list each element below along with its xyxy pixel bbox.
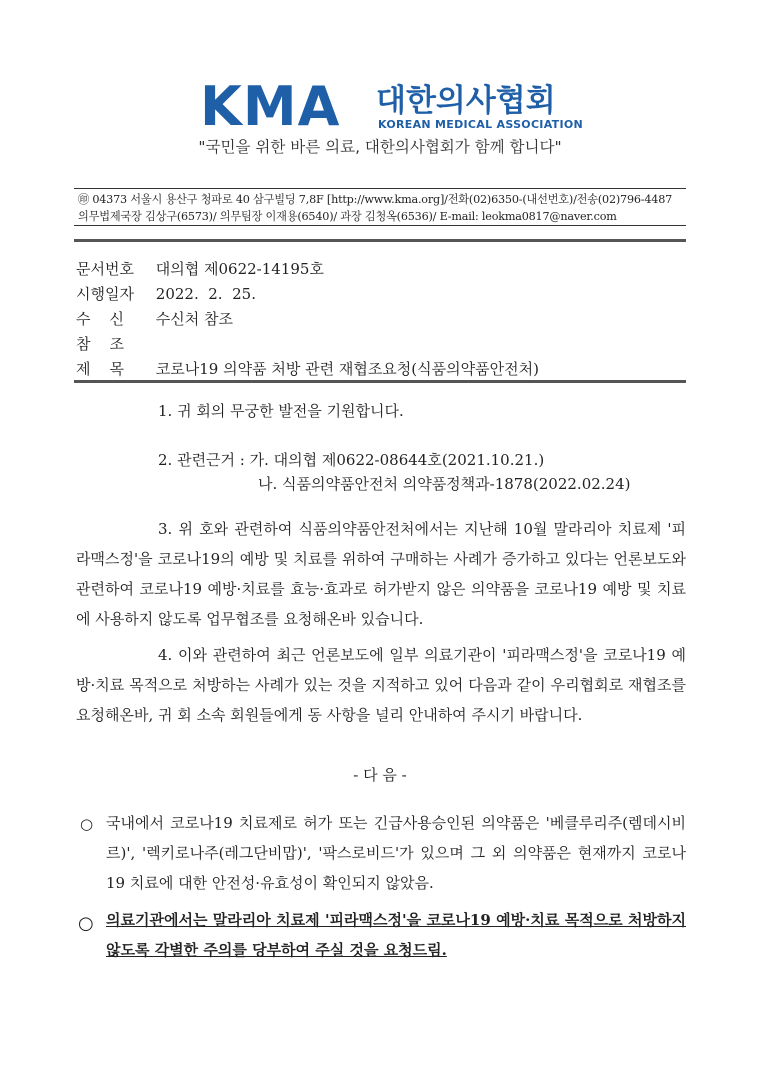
doc-number-row <box>76 258 324 279</box>
notice-heading: - 다 음 - <box>353 766 407 784</box>
paragraph-1: 1. 귀 회의 무궁한 발전을 기원합니다. <box>158 402 404 420</box>
subject-label: 제 목 <box>76 360 125 378</box>
paragraph-2-line-1: 2. 관련근거 : 가. 대의협 제0622-08644호(2021.10.21.) <box>158 451 545 469</box>
contact-staff: 의무법제국장 김상구(6573)/ 의무팀장 이재용(6540)/ 과장 김청옥(6536)/ E-mail: leokma0817@naver.com <box>78 210 617 223</box>
item-2-bullet: ○ <box>78 913 94 934</box>
item-1-text: 국내에서 코로나19 치료제로 허가 또는 긴급사용승인된 의약품은 '베클루리주(렘데시비르)', '렉키로나주(레그단비맙)', '팍스로비드'가 있으며 그 외 의약품은 현재까지 코로나19 치료에 대한 안전성·유효성이 확인되지 않았음. <box>106 814 686 892</box>
kma-logo-korean: 대한의사협회 <box>376 83 556 119</box>
date-row <box>76 283 256 304</box>
meta-divider <box>74 380 686 383</box>
recipient-value: 수신처 참조 <box>155 310 233 328</box>
slogan: "국민을 위한 바른 의료, 대한의사협회가 함께 합니다" <box>198 138 562 156</box>
item-1-bullet: ○ <box>80 815 94 833</box>
paragraph-3: 3. 위 호와 관련하여 식품의약품안전처에서는 지난해 10월 말라리아 치료제 '피라맥스정'을 코로나19의 예방 및 치료를 위하여 구매하는 사례가 증가하고 있다는 언론보도와 관련하여 코로나19 예방·치료를 효능·효과로 허가받지 않은 의약품을 코로나19 예방 및 치료에 사용하지 않도록 업무협조를 요청해온바 있습니다. <box>76 520 686 628</box>
doc-number: 대의협 제0622-14195호 <box>155 260 324 278</box>
contact-address: ㊞ 04373 서울시 용산구 청파로 40 삼구빌딩 7,8F [http://www.kma.org]/전화(02)6350-(내선번호)/전송(02)796-4487 <box>78 193 673 206</box>
recipient-label: 수 신 <box>76 310 125 328</box>
reference-row <box>76 333 151 354</box>
subject-value: 코로나19 의약품 처방 관련 재협조요청(식품의약품안전처) <box>155 360 539 378</box>
recipient-row <box>76 308 233 329</box>
paragraph-2-line-2: 나. 식품의약품안전처 의약품정책과-1878(2022.02.24) <box>258 475 631 493</box>
date-value: 2022. 2. 25. <box>155 285 256 303</box>
paragraph-4: 4. 이와 관련하여 최근 언론보도에 일부 의료기관이 '피라맥스정'을 코로나19 예방·치료 목적으로 처방하는 사례가 있는 것을 지적하고 있어 다음과 같이 우리협회로 재협조를 요청해온바, 귀 회 소속 회원들에게 동 사항을 널리 안내하여 주시기 바랍니다. <box>76 646 686 724</box>
reference-label: 참 조 <box>76 335 125 353</box>
item-2-text: 의료기관에서는 말라리아 치료제 '피라맥스정'을 코로나19 예방·치료 목적으로 처방하지 않도록 각별한 주의를 당부하여 주실 것을 요청드림. <box>106 911 686 959</box>
subject-row <box>76 358 539 379</box>
date-label: 시행일자 <box>76 285 134 303</box>
kma-logo-mark: KMA <box>200 75 341 138</box>
kma-logo-english: KOREAN MEDICAL ASSOCIATION <box>378 118 584 131</box>
header-divider <box>74 239 686 242</box>
doc-number-label: 문서번호 <box>76 260 134 278</box>
